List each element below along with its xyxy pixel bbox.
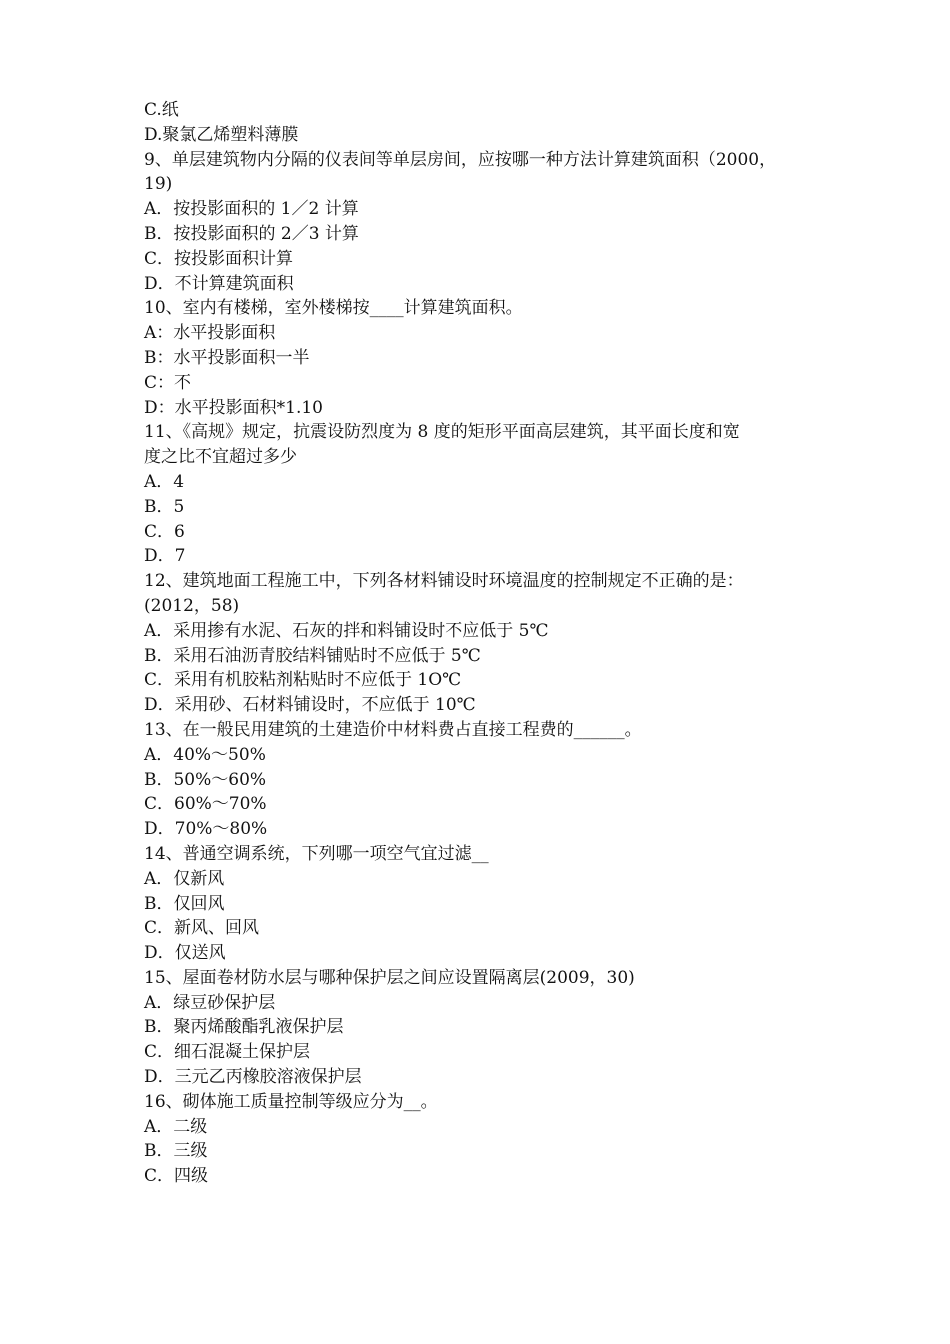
option-line: A．按投影面积的 1／2 计算 [144, 199, 359, 220]
option-line: D.聚氯乙烯塑料薄膜 [144, 124, 299, 145]
option-line: B．仅回风 [144, 893, 225, 914]
option-line: C.纸 [144, 100, 179, 120]
option-line: B．50%～60% [144, 769, 267, 790]
document-page [144, 98, 814, 1189]
option-line: C．采用有机胶粘剂粘贴时不应低于 1O℃ [144, 670, 462, 691]
option-line: C．细石混凝土保护层 [144, 1042, 311, 1063]
option-line: D：水平投影面积*1.10 [144, 397, 323, 418]
option-line: A．二级 [144, 1116, 208, 1137]
question-line: 15、屋面卷材防水层与哪种保护层之间应设置隔离层(2009，30) [144, 967, 635, 988]
option-line: C：不 [144, 372, 192, 393]
option-line: B．采用石油沥青胶结料铺贴时不应低于 5℃ [144, 645, 481, 666]
question-line: 度之比不宜超过多少 [144, 447, 297, 468]
question-line: 11、《高规》规定，抗震设防烈度为 8 度的矩形平面高层建筑，其平面长度和宽 [144, 422, 740, 443]
option-line: B．聚丙烯酸酯乳液保护层 [144, 1017, 344, 1038]
option-line: B．按投影面积的 2／3 计算 [144, 223, 359, 244]
option-line: D．7 [144, 546, 186, 567]
option-line: A．绿豆砂保护层 [144, 992, 276, 1013]
question-line: 9、单层建筑物内分隔的仪表间等单层房间，应按哪一种方法计算建筑面积（2000， [144, 149, 777, 170]
option-line: A．采用掺有水泥、石灰的拌和料铺设时不应低于 5℃ [144, 620, 549, 641]
option-line: D．采用砂、石材料铺设时，不应低于 10℃ [144, 695, 476, 716]
option-line: B．三级 [144, 1141, 208, 1162]
option-line: B：水平投影面积一半 [144, 347, 310, 368]
option-line: D．70%～80% [144, 819, 268, 840]
question-line: 19) [144, 174, 173, 195]
question-line: 14、普通空调系统，下列哪一项空气宜过滤__ [144, 843, 489, 864]
option-line: C．6 [144, 521, 185, 542]
question-line: 16、砌体施工质量控制等级应分为__。 [144, 1091, 438, 1112]
option-line: A．40%～50% [144, 744, 266, 765]
option-line: D．不计算建筑面积 [144, 273, 294, 294]
question-line: 13、在一般民用建筑的土建造价中材料费占直接工程费的______。 [144, 719, 642, 740]
option-line: A．仅新风 [144, 868, 225, 889]
option-line: C．四级 [144, 1166, 209, 1187]
option-line: C．60%～70% [144, 794, 267, 815]
option-line: D．三元乙丙橡胶溶液保护层 [144, 1067, 362, 1088]
question-line: 10、室内有楼梯，室外楼梯按____计算建筑面积。 [144, 298, 523, 319]
option-line: C．按投影面积计算 [144, 248, 294, 269]
option-line: D．仅送风 [144, 943, 226, 964]
question-line: (2012，58) [144, 595, 240, 616]
option-line: B．5 [144, 496, 185, 517]
option-line: C．新风、回风 [144, 918, 260, 939]
option-line: A．4 [144, 471, 185, 492]
question-line: 12、建筑地面工程施工中，下列各材料铺设时环境温度的控制规定不正确的是： [144, 571, 744, 592]
option-line: A：水平投影面积 [144, 323, 276, 344]
